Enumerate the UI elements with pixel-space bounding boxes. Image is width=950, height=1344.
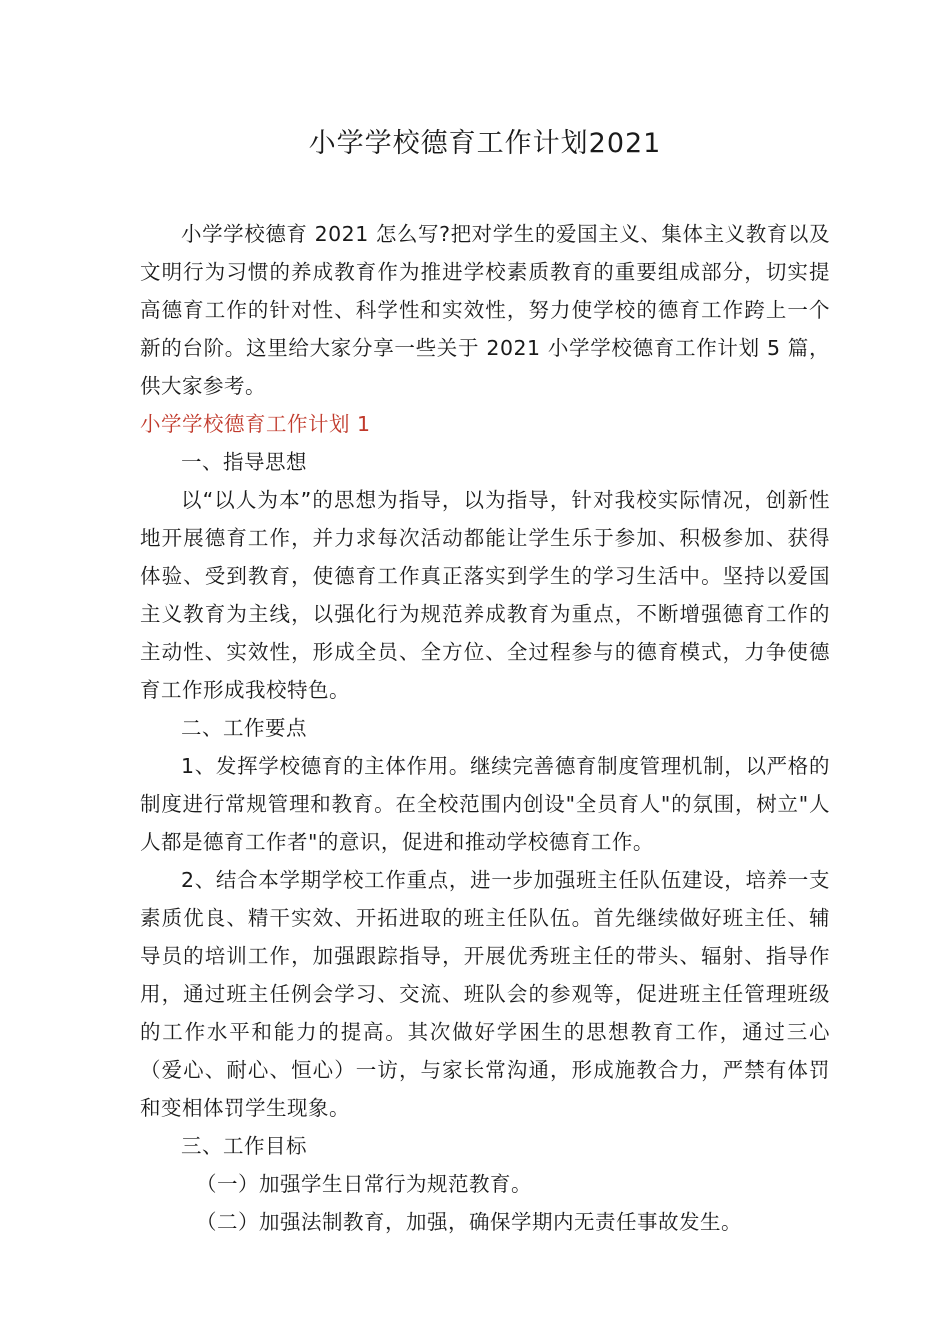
paragraph-work-point-1: 1、发挥学校德育的主体作用。继续完善德育制度管理机制，以严格的制度进行常规管理和教育。在全校范围内创设"全员育人"的氛围，树立"人人都是德育工作者"的意识，促进和推动学校德育工作。 <box>140 754 830 854</box>
document-body <box>140 215 830 1241</box>
section-heading: 小学学校德育工作计划 1 <box>140 412 371 436</box>
paragraph-work-point-2: 2、结合本学期学校工作重点，进一步加强班主任队伍建设，培养一支素质优良、精干实效、开拓进取的班主任队伍。首先继续做好班主任、辅导员的培训工作，加强跟踪指导，开展优秀班主任的带头、辐射、指导作用，通过班主任例会学习、交流、班队会的参观等，促进班主任管理班级的工作水平和能力的提高。其次做好学困生的思想教育工作，通过三心（爱心、耐心、恒心）一访，与家长常沟通，形成施教合力，严禁有体罚和变相体罚学生现象。 <box>140 868 830 1120</box>
paragraph-guiding-thought: 以“以人为本”的思想为指导，以为指导，针对我校实际情况，创新性地开展德育工作，并力求每次活动都能让学生乐于参加、积极参加、获得体验、受到教育，使德育工作真正落实到学生的学习生活中。坚持以爱国主义教育为主线，以强化行为规范养成教育为重点，不断增强德育工作的主动性、实效性，形成全员、全方位、全过程参与的德育模式，力争使德育工作形成我校特色。 <box>140 488 830 702</box>
heading-work-goals: 三、工作目标 <box>181 1134 307 1158</box>
intro-paragraph: 小学学校德育 2021 怎么写?把对学生的爱国主义、集体主义教育以及文明行为习惯的养成教育作为推进学校素质教育的重要组成部分，切实提高德育工作的针对性、科学性和实效性，努力使学校的德育工作跨上一个新的台阶。这里给大家分享一些关于 2021 小学学校德育工作计划 5 篇，供大家参考。 <box>140 222 830 398</box>
document-title: 小学学校德育工作计划2021 <box>308 128 662 159</box>
heading-work-points: 二、工作要点 <box>181 716 307 740</box>
goal-item-1: （一）加强学生日常行为规范教育。 <box>196 1172 532 1196</box>
goal-item-2: （二）加强法制教育，加强，确保学期内无责任事故发生。 <box>196 1210 742 1234</box>
heading-guiding-thought: 一、指导思想 <box>181 450 307 474</box>
